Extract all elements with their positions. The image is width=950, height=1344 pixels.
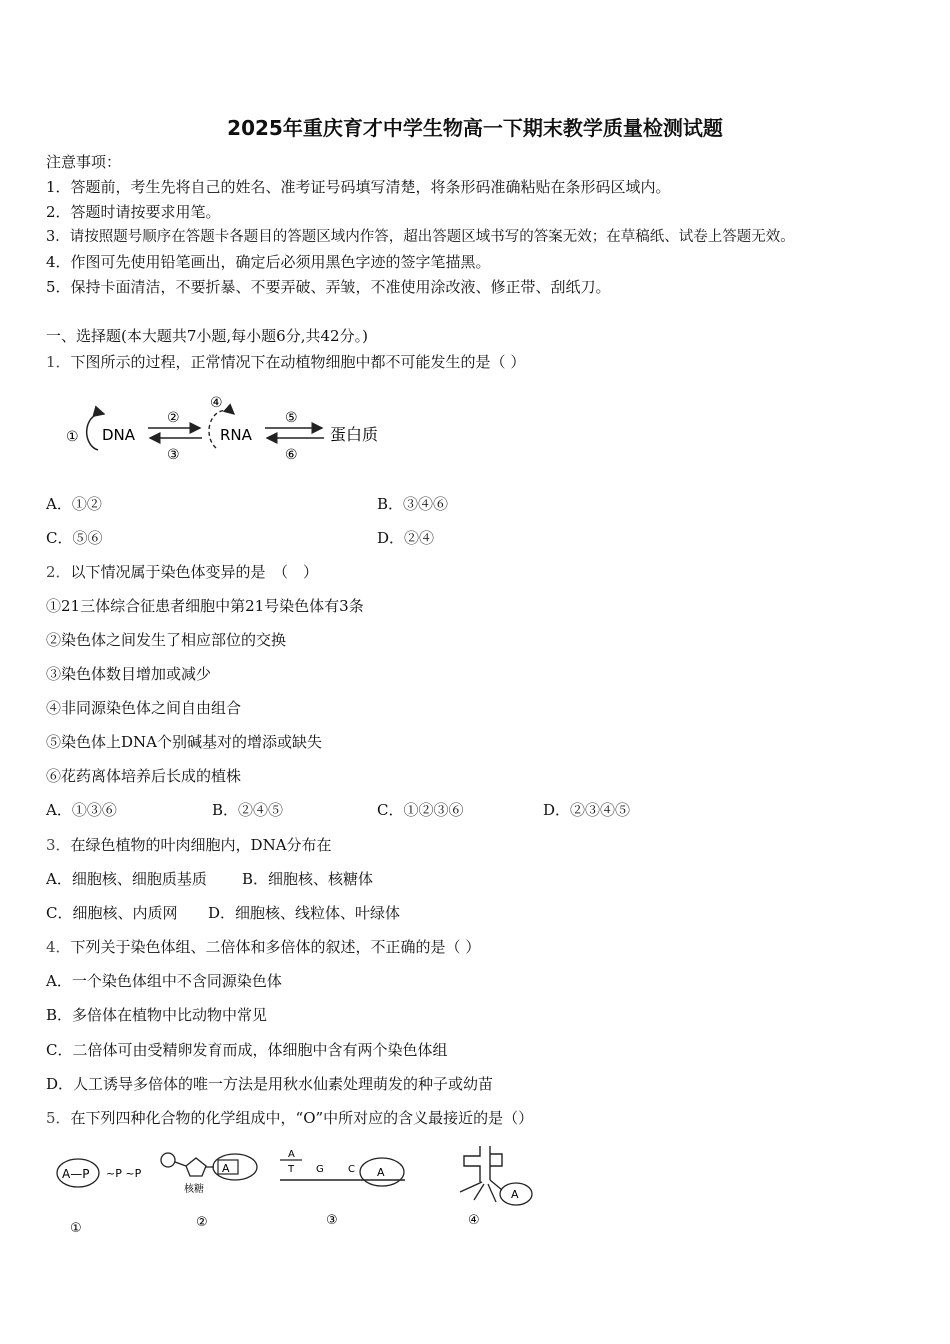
atp-ap-label: A—P <box>62 1167 90 1181</box>
q3-option-b[interactable]: B．细胞核、核糖体 <box>242 870 374 888</box>
process-label-4: ④ <box>210 395 223 411</box>
base-a-label: A <box>222 1162 230 1175</box>
question-number: 2． <box>46 563 71 581</box>
question-5 <box>46 1108 533 1128</box>
q2-statement: ①21三体综合征患者细胞中第21号染色体有3条 <box>46 597 364 615</box>
ribose-pentagon <box>186 1158 206 1176</box>
base-circle <box>213 1154 257 1180</box>
question-number: 4． <box>46 938 71 956</box>
rna-label: RNA <box>220 426 252 444</box>
figure-1-label: ① <box>70 1221 82 1236</box>
q3-option-a[interactable]: A．细胞核、细胞质基质 <box>46 870 207 888</box>
trna-arm <box>464 1146 502 1182</box>
strand-base-a: A <box>288 1149 295 1160</box>
trna-circle-label: A <box>511 1188 519 1201</box>
q2-option-c[interactable]: C．①②③⑥ <box>377 801 464 819</box>
q1-option-b[interactable]: B．③④⑥ <box>377 495 449 513</box>
q2-statement: ⑥花药离体培养后长成的植株 <box>46 767 242 785</box>
q3-option-c[interactable]: C．细胞核、内质网 <box>46 904 178 922</box>
question-stem: 在绿色植物的叶肉细胞内，DNA分布在 <box>70 836 332 854</box>
question-number: 3． <box>46 836 71 854</box>
q4-option-d[interactable]: D．人工诱导多倍体的唯一方法是用秋水仙素处理萌发的种子或幼苗 <box>46 1075 494 1093</box>
notice-item: 2．答题时请按要求用笔。 <box>46 203 221 221</box>
q4-option-b[interactable]: B．多倍体在植物中比动物中常见 <box>46 1006 268 1024</box>
notice-heading: 注意事项： <box>46 153 122 171</box>
page-title: 2025年重庆育才中学生物高一下期末教学质量检测试题 <box>227 116 723 140</box>
notice-item: 3．请按照题号顺序在答题卡各题目的答题区域内作答，超出答题区域书写的答案无效；在草稿纸、试卷上答题无效。 <box>46 229 795 245</box>
q1-option-d[interactable]: D．②④ <box>377 529 435 547</box>
strand-base-c: C <box>348 1164 355 1175</box>
notice-item: 4．作图可先使用铅笔画出，确定后必须用黑色字迹的签字笔描黑。 <box>46 253 491 271</box>
phosphate-circle <box>161 1153 175 1167</box>
q1-option-a[interactable]: A．①② <box>46 495 102 513</box>
q2-option-b[interactable]: B．②④⑤ <box>212 801 284 819</box>
q4-option-a[interactable]: A．一个染色体组中不含同源染色体 <box>46 972 282 990</box>
process-label-3: ③ <box>167 447 180 463</box>
ribose-label: 核糖 <box>184 1184 204 1195</box>
central-dogma-diagram <box>60 390 400 468</box>
trna-branch <box>460 1182 482 1192</box>
question-stem: 在下列四种化合物的化学组成中，“O”中所对应的含义最接近的是（） <box>70 1109 534 1127</box>
figure-3-label: ③ <box>326 1213 338 1228</box>
question-3 <box>46 835 332 855</box>
question-4 <box>46 937 480 957</box>
figure-4-label: ④ <box>468 1213 480 1228</box>
notice-item: 1．答题前，考生先将自己的姓名、准考证号码填写清楚，将条形码准确粘贴在条形码区域内。 <box>46 178 671 196</box>
dna-label: DNA <box>102 426 136 444</box>
notice-item: 5．保持卡面清洁，不要折暴、不要弄破、弄皱，不准使用涂改液、修正带、刮纸刀。 <box>46 278 611 296</box>
question-stem: 以下情况属于染色体变异的是 （ ） <box>70 563 319 581</box>
q4-option-c[interactable]: C．二倍体可由受精卵发育而成，体细胞中含有两个染色体组 <box>46 1041 448 1059</box>
q2-option-d[interactable]: D．②③④⑤ <box>543 801 631 819</box>
section-heading: 一、选择题(本大题共7小题,每小题6分,共42分。) <box>46 327 368 345</box>
process-label-1: ① <box>66 429 79 445</box>
question-number: 1． <box>46 353 71 371</box>
q1-option-c[interactable]: C．⑤⑥ <box>46 529 103 547</box>
strand-circle-label: A <box>377 1166 385 1179</box>
process-label-2: ② <box>167 410 180 426</box>
figure-2-label: ② <box>196 1215 208 1230</box>
trna-branch <box>488 1184 496 1202</box>
strand-base-g: G <box>316 1164 324 1175</box>
trna-branch <box>474 1184 484 1200</box>
q2-statement: ②染色体之间发生了相应部位的交换 <box>46 631 287 649</box>
process-label-6: ⑥ <box>285 447 298 463</box>
protein-label: 蛋白质 <box>330 425 379 444</box>
question-stem: 下列关于染色体组、二倍体和多倍体的叙述，不正确的是（ ） <box>70 938 481 956</box>
bond-line <box>175 1162 186 1166</box>
atp-phosphates-label: ~P ~P <box>106 1167 142 1180</box>
q2-statement: ③染色体数目增加或减少 <box>46 665 212 683</box>
compound-figures <box>50 1140 550 1240</box>
q2-statement: ④非同源染色体之间自由组合 <box>46 699 242 717</box>
q2-option-a[interactable]: A．①③⑥ <box>46 801 117 819</box>
q2-statement: ⑤染色体上DNA个别碱基对的增添或缺失 <box>46 733 322 751</box>
trna-branch <box>490 1180 502 1190</box>
question-stem: 下图所示的过程，正常情况下在动植物细胞中都不可能发生的是（ ） <box>70 353 526 371</box>
question-2 <box>46 562 318 582</box>
q3-option-d[interactable]: D．细胞核、线粒体、叶绿体 <box>208 904 401 922</box>
process-label-5: ⑤ <box>285 410 298 426</box>
strand-base-t: T <box>288 1164 295 1175</box>
question-number: 5． <box>46 1109 71 1127</box>
question-1 <box>46 352 525 372</box>
